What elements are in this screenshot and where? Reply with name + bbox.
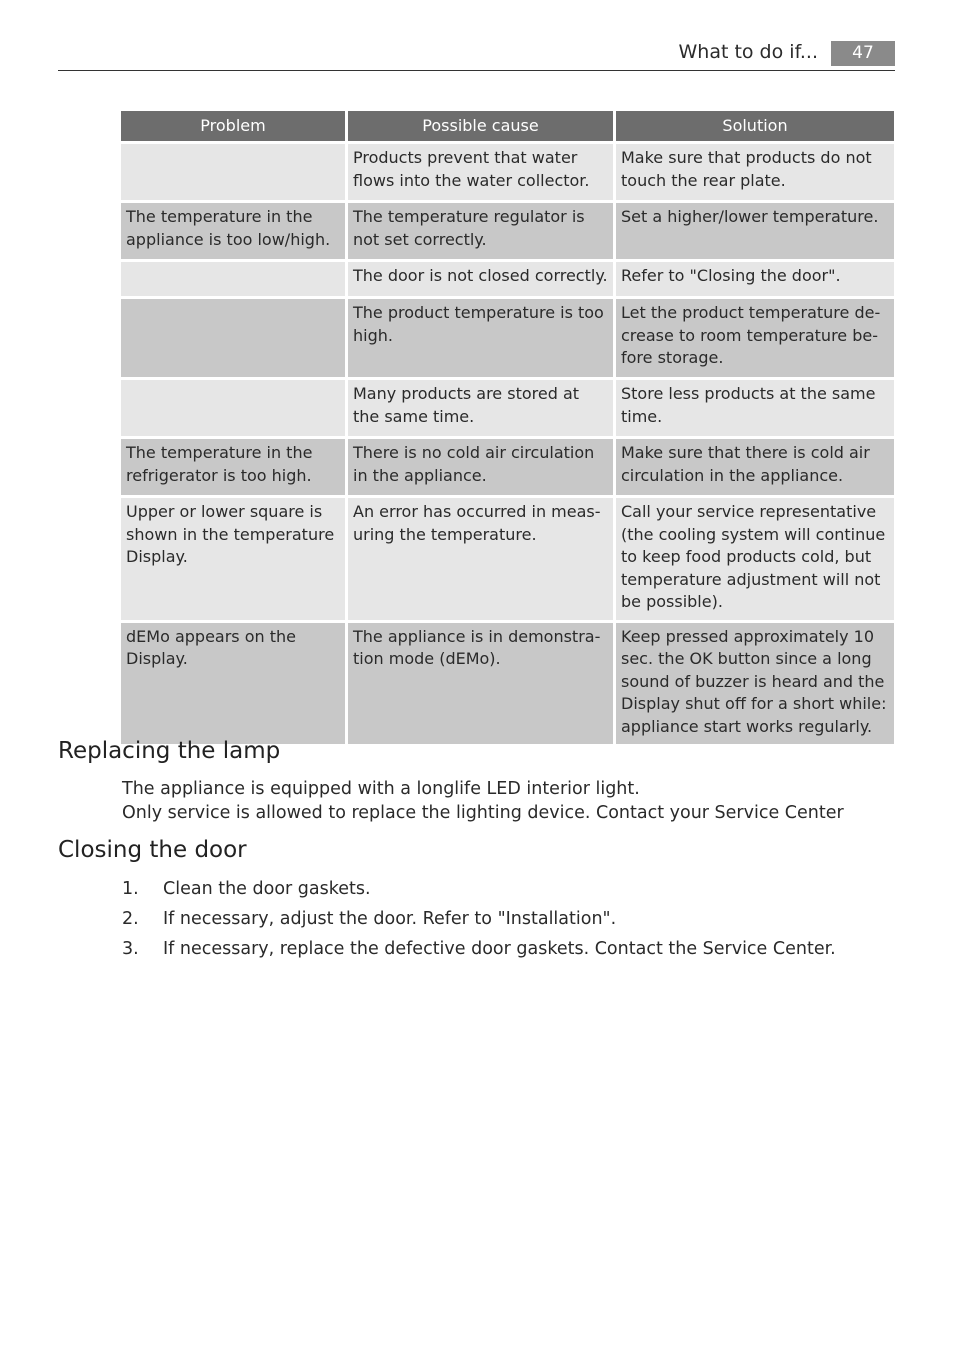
solution-cell: Keep pressed approximately 10 sec. the OK button since a long sound of buzzer is heard and the Display shut off for a short while: appliance start works regularly. [616, 623, 894, 745]
column-header-solution: Solution [616, 111, 894, 141]
problem-cell [121, 380, 345, 436]
replacing-lamp-heading: Replacing the lamp [58, 738, 281, 764]
solution-cell: Set a higher/lower temperature. [616, 203, 894, 259]
problem-cell [121, 262, 345, 296]
problem-cell [121, 144, 345, 200]
lamp-paragraph-line-2: Only service is allowed to replace the lighting device. Contact your Service Center [122, 803, 844, 823]
table-row [121, 380, 894, 436]
table-row [121, 498, 894, 620]
step-number: 2. [122, 909, 139, 929]
solution-cell: Refer to "Closing the door". [616, 262, 894, 296]
table-row [121, 439, 894, 495]
cause-cell: An error has occurred in meas-uring the temperature. [348, 498, 613, 620]
step-text: Clean the door gaskets. [163, 879, 371, 899]
cause-cell: The temperature regulator is not set correctly. [348, 203, 613, 259]
cause-cell: Products prevent that water flows into the water collector. [348, 144, 613, 200]
table-row [121, 203, 894, 259]
list-item [122, 934, 836, 964]
problem-cell: dEMo appears on the Display. [121, 623, 345, 745]
column-header-cause: Possible cause [348, 111, 613, 141]
cause-cell: The product temperature is too high. [348, 299, 613, 377]
solution-cell: Make sure that there is cold air circulation in the appliance. [616, 439, 894, 495]
problem-cell: The temperature in the appliance is too low/high. [121, 203, 345, 259]
closing-door-heading: Closing the door [58, 837, 247, 863]
troubleshooting-table [118, 108, 897, 747]
page-number: 47 [831, 41, 895, 66]
list-item [122, 904, 836, 934]
problem-cell [121, 299, 345, 377]
table-header-row [121, 111, 894, 141]
closing-door-steps [122, 874, 836, 964]
section-title: What to do if... [678, 41, 818, 63]
solution-cell: Store less products at the same time. [616, 380, 894, 436]
table-row [121, 144, 894, 200]
solution-cell: Let the product temperature de-crease to room temperature be-fore storage. [616, 299, 894, 377]
step-text: If necessary, replace the defective door gaskets. Contact the Service Center. [163, 939, 836, 959]
solution-cell: Call your service representative (the cooling system will continue to keep food products cold, but temperature adjustment will not be possible). [616, 498, 894, 620]
problem-cell: The temperature in the refrigerator is too high. [121, 439, 345, 495]
step-number: 1. [122, 879, 139, 899]
step-text: If necessary, adjust the door. Refer to "Installation". [163, 909, 617, 929]
solution-cell: Make sure that products do not touch the rear plate. [616, 144, 894, 200]
cause-cell: The appliance is in demonstra-tion mode (dEMo). [348, 623, 613, 745]
problem-cell: Upper or lower square is shown in the temperature Display. [121, 498, 345, 620]
lamp-paragraph-line-1: The appliance is equipped with a longlife LED interior light. [122, 779, 640, 799]
cause-cell: Many products are stored at the same time. [348, 380, 613, 436]
table-row [121, 623, 894, 745]
step-number: 3. [122, 939, 139, 959]
column-header-problem: Problem [121, 111, 345, 141]
list-item [122, 874, 836, 904]
cause-cell: The door is not closed correctly. [348, 262, 613, 296]
cause-cell: There is no cold air circulation in the appliance. [348, 439, 613, 495]
table-row [121, 262, 894, 296]
table-row [121, 299, 894, 377]
header-divider [58, 70, 895, 71]
